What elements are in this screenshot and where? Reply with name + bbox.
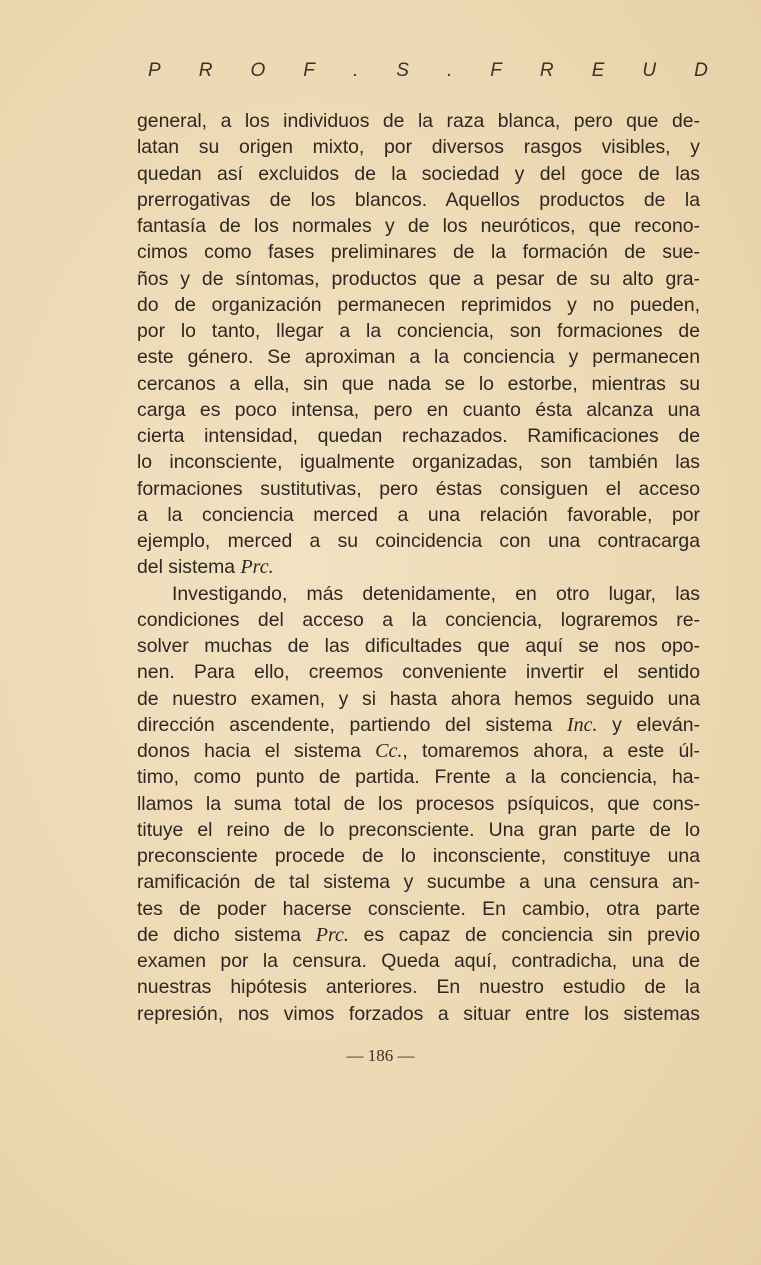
running-head-letter: R <box>198 60 213 81</box>
running-head <box>148 60 708 82</box>
text-line <box>137 213 700 239</box>
text-segment: prerrogativas de los blancos. Aquellos productos de la <box>137 188 700 211</box>
running-head-letter: . <box>446 60 453 81</box>
text-segment: latan su origen mixto, por diversos rasgos visibles, y <box>137 136 700 159</box>
text-segment: lo inconsciente, igualmente organizadas, son también las <box>137 451 700 474</box>
text-line <box>137 397 700 423</box>
text-line <box>137 528 700 554</box>
text-line <box>137 843 700 869</box>
italic-term: Prc. <box>315 923 349 946</box>
text-segment: fantasía de los normales y de los neuróticos, que recono- <box>137 215 700 237</box>
text-line <box>137 817 700 843</box>
text-segment: ramificación de tal sistema y sucumbe a una censura an- <box>137 871 700 894</box>
text-segment: ejemplo, merced a su coincidencia con una contracarga <box>137 530 700 552</box>
text-segment: nuestras hipótesis anteriores. En nuestro estudio de la <box>137 976 700 999</box>
text-segment: solver muchas de las dificultades que aquí se nos opo- <box>137 635 700 657</box>
text-segment: este género. Se aproximan a la conciencia y permanecen <box>137 346 700 369</box>
text-line <box>137 738 700 764</box>
text-line <box>137 633 700 659</box>
italic-term: Cc. <box>375 740 403 762</box>
text-line <box>137 371 700 397</box>
running-head-letter: F <box>490 60 502 81</box>
text-segment: y eleván- <box>597 713 700 736</box>
text-segment: tituye el reino de lo preconsciente. Una gran parte de lo <box>137 818 700 841</box>
text-line <box>137 344 700 370</box>
text-segment: carga es poco intensa, pero en cuanto ésta alcanza una <box>137 398 700 421</box>
text-segment: , tomaremos ahora, a este úl- <box>402 740 700 762</box>
text-line <box>137 554 700 580</box>
text-segment: de nuestro examen, y si hasta ahora hemos seguido una <box>137 687 700 710</box>
running-head-letter: S <box>396 60 409 81</box>
text-line <box>137 1001 700 1027</box>
text-segment: formaciones sustitutivas, pero éstas consiguen el acceso <box>137 477 700 500</box>
text-line <box>137 869 700 895</box>
text-line <box>137 239 700 265</box>
running-head-letter: E <box>591 60 605 81</box>
running-head-letter: F <box>303 60 315 81</box>
text-line <box>137 791 700 817</box>
text-line <box>137 659 700 685</box>
text-segment: ños y de síntomas, productos que a pesar de su alto gra- <box>137 267 700 290</box>
text-line <box>137 974 700 1000</box>
text-segment: examen por la censura. Queda aquí, contradicha, una de <box>137 950 700 972</box>
text-segment: llamos la suma total de los procesos psíquicos, que cons- <box>137 792 700 815</box>
text-segment: cierta intensidad, quedan rechazados. Ramificaciones de <box>137 425 700 447</box>
text-segment: por lo tanto, llegar a la conciencia, son formaciones de <box>137 320 700 342</box>
text-segment: de dicho sistema <box>137 923 316 946</box>
running-head-letter: O <box>250 60 266 81</box>
italic-term: Inc. <box>566 713 598 736</box>
running-head-letter: R <box>539 60 554 81</box>
text-line <box>137 764 700 790</box>
text-line <box>137 476 700 502</box>
text-line <box>137 502 700 528</box>
text-segment: general, a los individuos de la raza blanca, pero que de- <box>137 110 700 132</box>
text-line <box>137 292 700 318</box>
text-segment: a la conciencia merced a una relación favorable, por <box>137 503 700 526</box>
page-text <box>137 108 700 1027</box>
text-line <box>137 449 700 475</box>
text-line <box>137 896 700 922</box>
text-segment: tes de poder hacerse consciente. En cambio, otra parte <box>137 897 700 920</box>
text-line <box>137 922 700 948</box>
text-segment: dirección ascendente, partiendo del sistema <box>137 713 567 736</box>
running-head-letter: D <box>694 60 708 81</box>
text-segment: quedan así excluidos de la sociedad y del goce de las <box>137 162 700 185</box>
text-segment: del sistema <box>137 556 241 579</box>
text-segment: preconsciente procede de lo inconsciente, constituye una <box>137 845 700 867</box>
text-line <box>137 318 700 344</box>
text-line <box>137 266 700 292</box>
text-line <box>137 581 700 607</box>
text-line <box>137 607 700 633</box>
text-segment: condiciones del acceso a la conciencia, lograremos re- <box>137 608 700 631</box>
text-line <box>137 686 700 712</box>
running-head-letter: . <box>352 60 359 81</box>
text-segment: cimos como fases preliminares de la formación de sue- <box>137 241 700 264</box>
text-segment: cercanos a ella, sin que nada se lo estorbe, mientras su <box>137 372 700 395</box>
text-line <box>137 948 700 974</box>
text-segment: es capaz de conciencia sin previo <box>348 923 700 946</box>
text-segment: do de organización permanecen reprimidos y no pueden, <box>137 293 700 316</box>
page-number: — 186 — <box>346 1046 415 1065</box>
text-line <box>137 423 700 449</box>
text-segment: represión, nos vimos forzados a situar entre los sistemas <box>137 1002 700 1025</box>
text-segment: nen. Para ello, creemos conveniente invertir el sentido <box>137 661 700 684</box>
running-head-letter: P <box>148 60 161 81</box>
text-line <box>137 134 700 160</box>
running-head-letter: U <box>642 60 657 81</box>
text-line <box>137 108 700 134</box>
italic-term: Prc. <box>240 556 274 579</box>
text-line <box>137 712 700 738</box>
text-line <box>137 187 700 213</box>
text-line <box>137 161 700 187</box>
text-segment: donos hacia el sistema <box>137 740 376 762</box>
text-segment: Investigando, más detenidamente, en otro lugar, las <box>172 582 700 605</box>
text-segment: timo, como punto de partida. Frente a la conciencia, ha- <box>137 766 700 789</box>
